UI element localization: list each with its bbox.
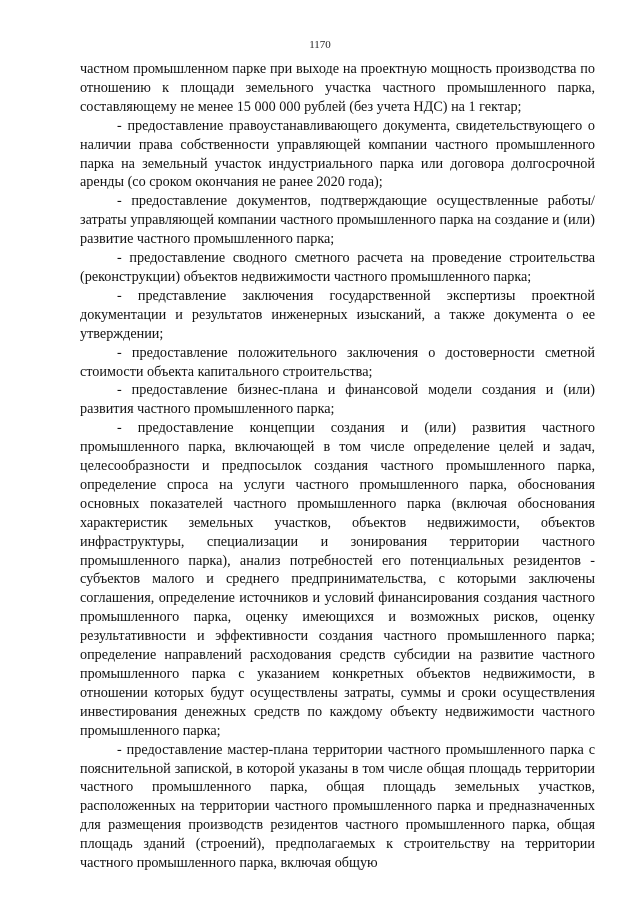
- list-item-state-expertise: - представление заключения государственной экспертизы проектной документации и результатов инженерных изысканий, а также документа о ее утверждении;: [80, 287, 595, 342]
- list-item-cost-estimate: - предоставление сводного сметного расчета на проведение строительства (реконструкции) объектов недвижимости частного промышленного парка;: [80, 250, 595, 285]
- list-item-expense-documents: - предоставление документов, подтверждающие осуществленные работы/затраты управляющей компании частного промышленного парка на создание и (или) развитие частного промышленного парка;: [80, 193, 595, 248]
- paragraph-continuation: частном промышленном парке при выходе на проектную мощность производства по отношению к площади земельного участка частного промышленного парка, составляющему не менее 15 000 000 рублей (без учета НДС) на 1 гектар;: [80, 61, 595, 115]
- list-item-business-plan: - предоставление бизнес-плана и финансовой модели создания и (или) развития частного промышленного парка;: [80, 382, 595, 418]
- list-item-cost-reliability: - предоставление положительного заключения о достоверности сметной стоимости объекта капитального строительства;: [80, 344, 595, 380]
- document-body: [80, 60, 595, 873]
- page-number: 1170: [309, 39, 331, 51]
- list-item-concept: - предоставление концепции создания и (или) развития частного промышленного парка, включающей в том числе определение целей и задач, целесообразности и предпосылок создания частного промышленного парка, определение спроса на услуги частного промышленного парка, обоснования основных показателей частного промышленного парка (включая обоснования характеристик земельных участков, объектов недвижимости, объектов инфраструктуры, специализации и зонирования территории частного промышленного парка), анализ потребностей его потенциальных резидентов - субъектов малого и среднего предпринимательства, с которыми заключены соглашения, определение источников и условий финансирования создания частного промышленного парка, оценку имеющихся и возможных рисков, оценку результативности и эффективности создания частного промышленного парка; определение направлений расходования средств субсидии на развитие частного промышленного парка с указанием конкретных объектов недвижимости, в отношении которых будут осуществлены затраты, суммы и сроки осуществления инвестирования денежных средств по каждому объекту недвижимости частного промышленного парка;: [80, 420, 595, 739]
- list-item-master-plan: - предоставление мастер-плана территории частного промышленного парка с пояснительной запиской, в которой указаны в том числе общая площадь территории частного промышленного парка, общая площадь земельных участков, расположенных на территории частного промышленного парка и предназначенных для размещения производств резидентов частного промышленного парка, общая площадь зданий (строений), предполагаемых к строительству на территории частного промышленного парка, включая общую: [80, 741, 595, 872]
- list-item-title-document: - предоставление правоустанавливающего документа, свидетельствующего о наличии права собственности управляющей компании частного промышленного парка на земельный участок индустриального парка или договора долгосрочной аренды (со сроком окончания не ранее 2020 года);: [80, 117, 595, 191]
